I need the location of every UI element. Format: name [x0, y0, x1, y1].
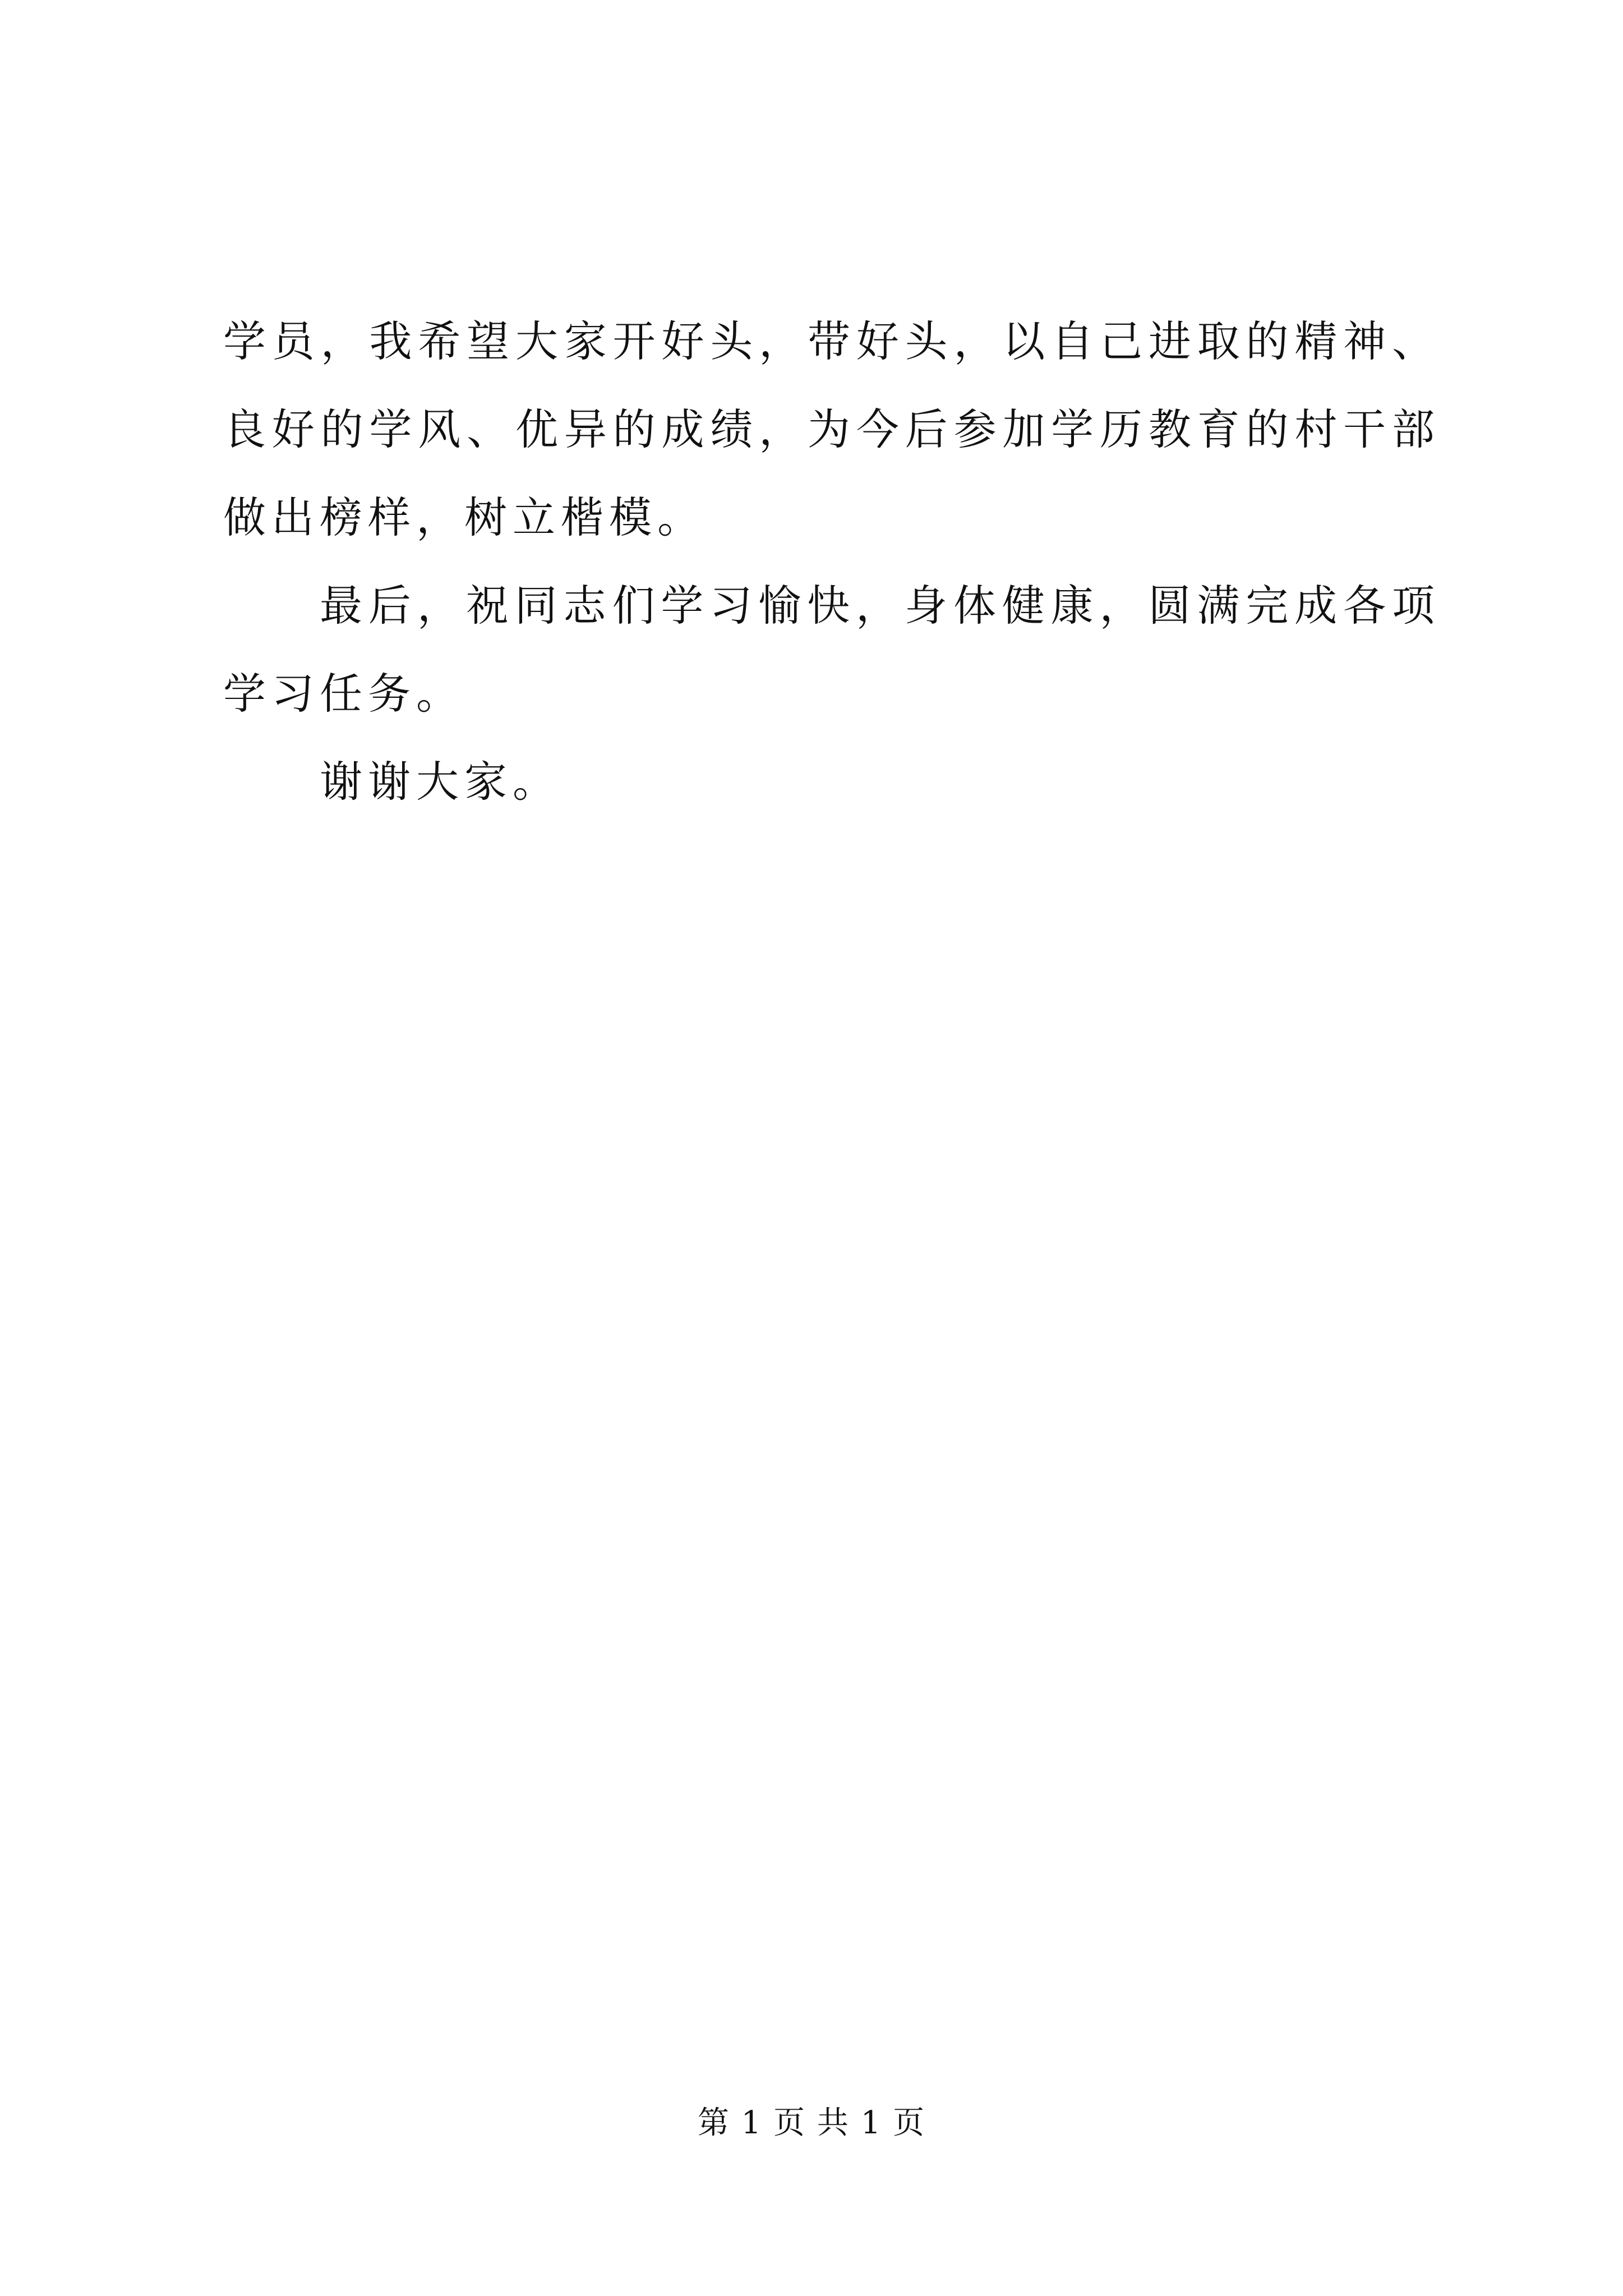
paragraph-closing-wishes: 最后，祝同志们学习愉快，身体健康，圆满完成各项学习任务。 [223, 581, 1440, 719]
paragraph-closing-expectation: 学员，我希望大家开好头，带好头，以自己进取的精神、良好的学风、优异的成绩，为今后参加学历教育的村干部做出榜样，树立楷模。 [223, 316, 1440, 542]
document-body [223, 297, 1440, 826]
paragraph-thanks: 谢谢大家。 [320, 757, 561, 807]
page-footer: 第 1 页 共 1 页 [697, 2105, 926, 2141]
